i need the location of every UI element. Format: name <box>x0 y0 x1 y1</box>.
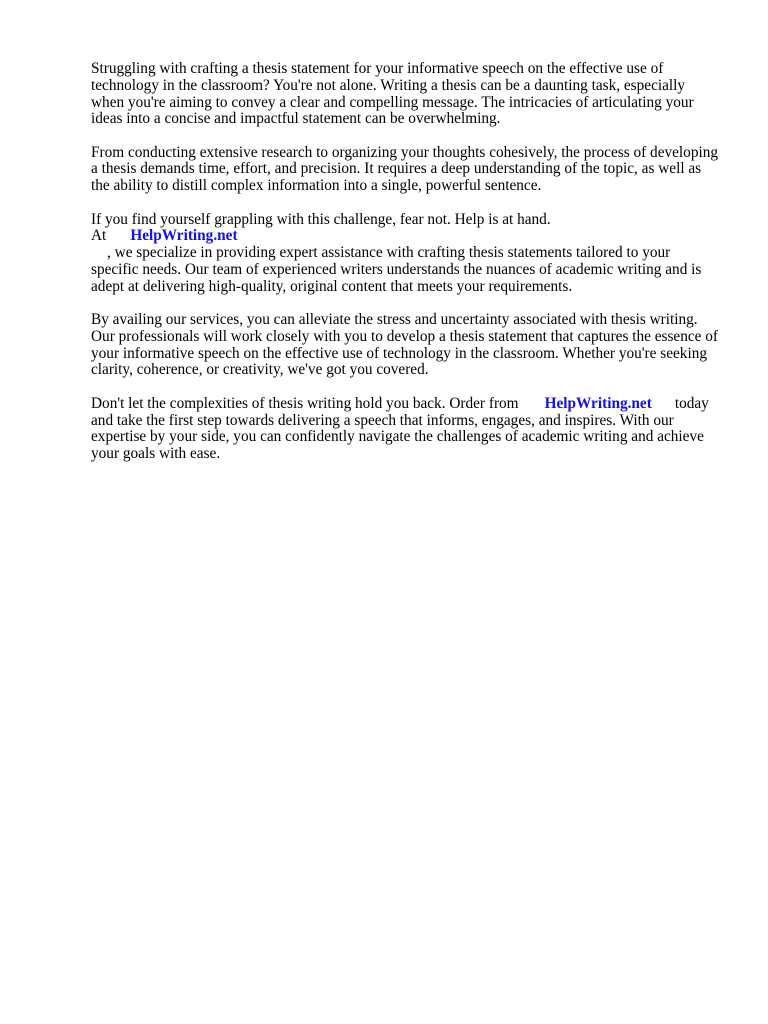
paragraph-services-text: By availing our services, you can alleviate the stress and uncertainty associated with thesis writing. Our professionals will work closely with you to develop a thesis statement that captures the essence of your informative speech on the effective use of technology in the classroom. Whether you're seeking clarity, coherence, or creativity, we've got you covered. <box>91 311 719 379</box>
paragraph-help-text-before: If you find yourself grappling with this challenge, fear not. Help is at hand. At <box>91 210 551 245</box>
paragraph-help-text-after: , we specialize in providing expert assistance with crafting thesis statements tailored to your specific needs. Our team of experienced writers understands the nuances of academic writing and is adept at delivering high-quality, original content that meets your requirements. <box>91 244 702 295</box>
paragraph-order <box>91 396 721 463</box>
helpwriting-link-order[interactable]: HelpWriting.net <box>544 394 652 412</box>
paragraph-order-text-before: Don't let the complexities of thesis writing hold you back. Order from <box>91 394 519 412</box>
paragraph-intro-text: Struggling with crafting a thesis statement for your informative speech on the effective use of technology in the classroom? You're not alone. Writing a thesis can be a daunting task, especially when you're aiming to convey a clear and compelling message. The intricacies of articulating your ideas into a concise and impactful statement can be overwhelming. <box>91 60 694 128</box>
paragraph-help <box>91 212 721 296</box>
document-body <box>91 61 721 479</box>
paragraph-services <box>91 312 721 379</box>
paragraph-order-text-after: today and take the first step towards delivering a speech that informs, engages, and inspires. With our expertise by your side, you can confidently navigate the challenges of academic writing and achieve your goals with ease. <box>91 394 709 463</box>
helpwriting-link[interactable]: HelpWriting.net <box>130 227 238 245</box>
paragraph-process-text: From conducting extensive research to organizing your thoughts cohesively, the process of developing a thesis demands time, effort, and precision. It requires a deep understanding of the topic, as well as the ability to distill complex information into a single, powerful sentence. <box>91 143 719 195</box>
paragraph-intro <box>91 61 721 128</box>
paragraph-process <box>91 145 721 195</box>
